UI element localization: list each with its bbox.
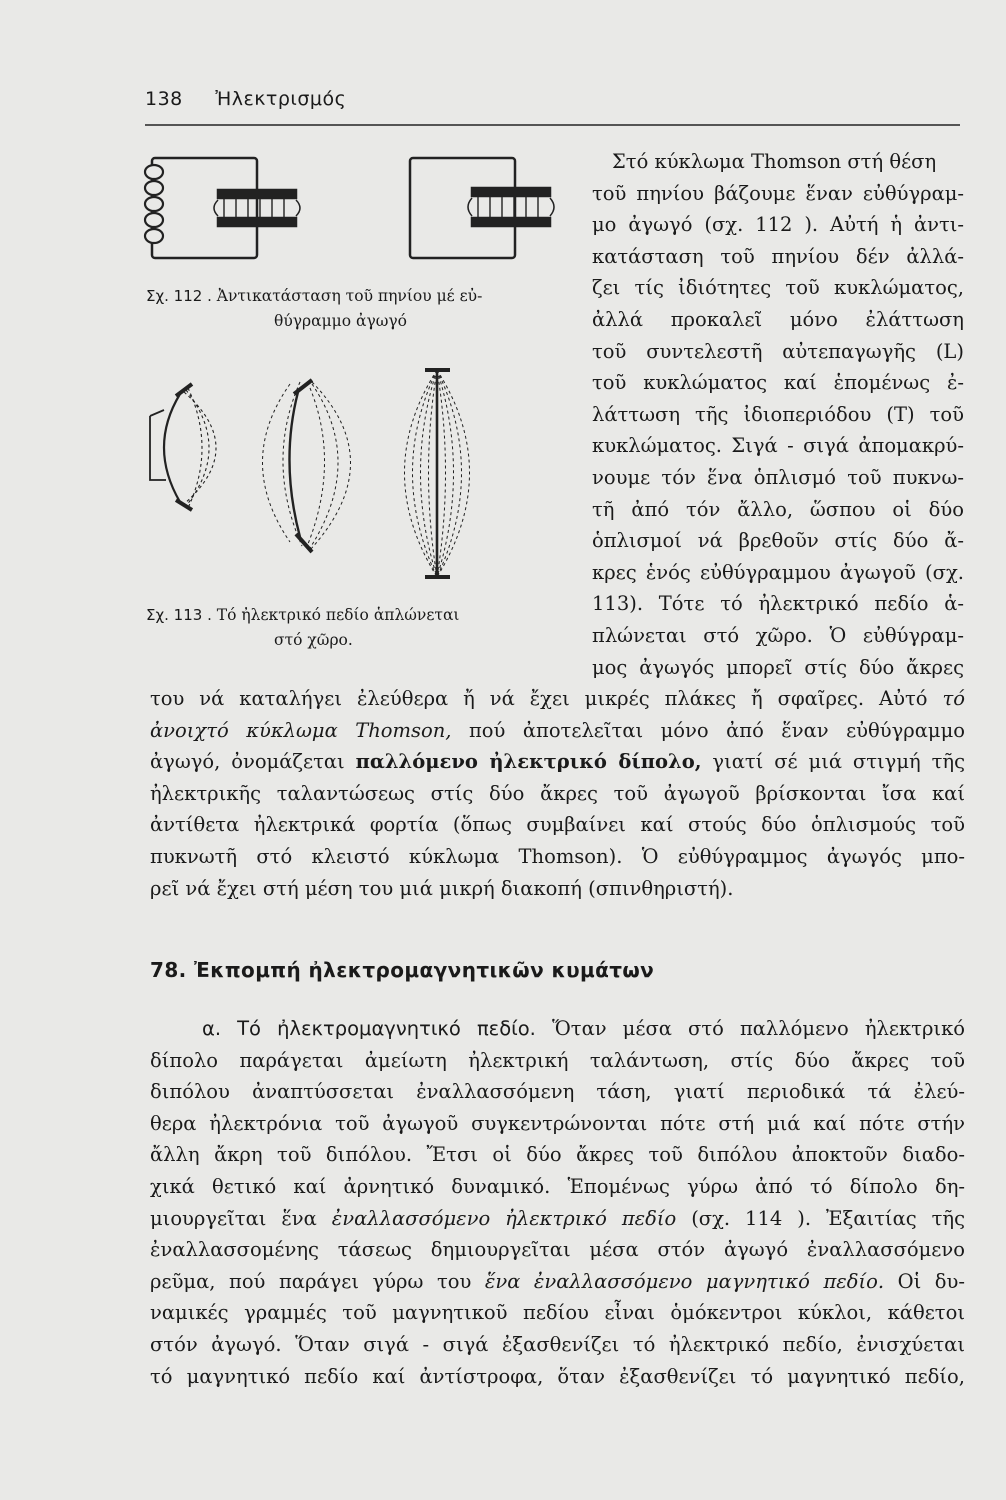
paragraph-dipole xyxy=(150,683,965,904)
capacitor-plate-top xyxy=(218,190,296,198)
circuit-with-coil xyxy=(145,158,300,258)
text-line: κυκλώματος. Σιγά - σιγά ἀπομακρύ- xyxy=(592,434,964,458)
dipole-stage-1 xyxy=(150,384,216,510)
text-line: ἠλεκτρικῆς ταλαντώσεως στίς δύο ἄκρες τοῦ ἀγωγοῦ βρίσκονται ἴσα καί xyxy=(150,781,965,805)
coil-icon xyxy=(145,165,163,243)
capacitor-plate-bottom xyxy=(218,218,296,226)
text-line: τοῦ πηνίου βάζουμε ἕναν εὐθύγραμ- xyxy=(592,181,964,205)
page-number: 138 xyxy=(145,88,183,110)
text-line: ἐναλλασσομένης τάσεως δημιουργεῖται μέσα στόν ἀγωγό ἐναλλασσόμενο xyxy=(150,1238,965,1262)
text-line: ἀγωγό, ὀνομάζεται παλλόμενο ἠλεκτρικό δίπολο, γιατί σέ μιά στιγμή τῆς xyxy=(150,750,965,774)
figure-112-diagram xyxy=(140,150,570,272)
figure-113-label: Σχ. 113 . xyxy=(146,606,212,624)
text-line: ὁπλισμοί νά βρεθοῦν στίς δύο ἄ- xyxy=(592,529,964,553)
page-header xyxy=(145,88,346,110)
text-line: ζει τίς ἰδιότητες τοῦ κυκλώματος, xyxy=(592,276,964,300)
oscillating-dipole-term: παλλόμενο ἠλεκτρικό δίπολο, xyxy=(355,750,702,774)
text-line: ρεῖ νά ἔχει στή μέση του μιά μικρή διακοπή (σπινθηριστή). xyxy=(150,876,734,900)
paragraph-em-field xyxy=(150,1013,965,1392)
text-line: στόν ἀγωγό. Ὅταν σιγά - σιγά ἐξασθενίζει τό ἠλεκτρικό πεδίο, ἐνισχύεται xyxy=(150,1332,965,1356)
text-line: χικά θετικό καί ἀρνητικό δυναμικό. Ἑπομένως γύρω ἀπό τό δίπολο δη- xyxy=(150,1174,965,1198)
text-line: Στό κύκλωμα Thomson στή θέση xyxy=(612,150,937,173)
text-line: ἀνοιχτό κύκλωμα Thomson, πού ἀποτελεῖται μόνο ἀπό ἕναν εὐθύγραμμο xyxy=(150,718,965,742)
text-line: κρες ἑνός εὐθύγραμμου ἀγωγοῦ (σχ. xyxy=(592,560,964,584)
figure-113-caption xyxy=(146,603,566,653)
figure-112-caption-line2: θύγραμμο ἀγωγό xyxy=(274,312,407,330)
text-line: ἄλλη ἄκρη τοῦ διπόλου. Ἔτσι οἱ δύο ἄκρες τοῦ διπόλου ἀποκτοῦν διαδο- xyxy=(150,1143,965,1167)
text-line: μο ἀγωγό (σχ. 112 ). Αὐτή ἡ ἀντι- xyxy=(592,213,964,237)
text-line: μιουργεῖται ἕνα ἐναλλασσόμενο ἠλεκτρικό πεδίο (σχ. 114 ). Ἐξαιτίας τῆς xyxy=(150,1206,966,1230)
right-column-text xyxy=(592,146,964,683)
text-line: τοῦ συντελεστῆ αὐτεπαγωγῆς (L) xyxy=(592,339,964,363)
text-line: ναμικές γραμμές τοῦ μαγνητικοῦ πεδίου εἶναι ὁμόκεντροι κύκλοι, κάθετοι xyxy=(150,1301,965,1325)
running-title: Ἠλεκτρισμός xyxy=(215,88,347,110)
capacitor-plate-bottom-2 xyxy=(472,218,550,226)
text-line: μος ἀγωγός μπορεῖ στίς δύο ἄκρες xyxy=(592,655,964,679)
subsection-label: α. Τό ἠλεκτρομαγνητικό πεδίο. xyxy=(202,1017,536,1040)
text-line: α. Τό ἠλεκτρομαγνητικό πεδίο. Ὅταν μέσα στό παλλόμενο ἠλεκτρικό xyxy=(202,1017,965,1040)
figure-113-caption-line2: στό χῶρο. xyxy=(274,631,353,649)
header-rule xyxy=(145,124,960,126)
figure-113-diagram xyxy=(140,362,580,587)
dipole-stage-3-open xyxy=(405,370,470,577)
text-line: τό μαγνητικό πεδίο καί ἀντίστροφα, ὅταν ἐξασθενίζει τό μαγνητικό πεδίο, xyxy=(150,1364,965,1388)
text-line: ἀντίθετα ἠλεκτρικά φορτία (ὅπως συμβαίνει καί στούς δύο ὁπλισμούς τοῦ xyxy=(150,813,965,837)
text-line: θερα ἠλεκτρόνια τοῦ ἀγωγοῦ συγκεντρώνονται πότε στή μιά καί πότε στήν xyxy=(150,1111,965,1135)
text-line: 113). Τότε τό ἠλεκτρικό πεδίο ἁ- xyxy=(592,592,964,616)
figure-112-label: Σχ. 112 . xyxy=(146,287,212,305)
text-line: κατάσταση τοῦ πηνίου δέν ἀλλά- xyxy=(592,244,964,268)
text-line: του νά καταλήγει ἐλεύθερα ἤ νά ἔχει μικρές πλάκες ἤ σφαῖρες. Αὐτό τό xyxy=(150,687,965,710)
text-line: δίπολο παράγεται ἀμείωτη ἠλεκτρική ταλάντωση, στίς δύο ἄκρες τοῦ xyxy=(150,1048,965,1072)
capacitor-plate-top-2 xyxy=(472,188,550,196)
text-line: τοῦ κυκλώματος καί ἑπομένως ἐ- xyxy=(592,371,964,395)
open-circuit-term: ἀνοιχτό κύκλωμα Thomson, xyxy=(150,718,452,742)
text-line: διπόλου ἀναπτύσσεται ἐναλλασσόμενη τάση, γιατί περιοδικά τά ἐλεύ- xyxy=(150,1080,965,1104)
figure-112-caption xyxy=(146,284,566,334)
section-heading: 78. Ἐκπομπή ἠλεκτρομαγνητικῶν κυμάτων xyxy=(150,958,655,982)
text-line: τῆ ἀπό τόν ἄλλο, ὥσπου οἱ δύο xyxy=(592,497,964,521)
circuit-with-straight-wire xyxy=(410,158,554,258)
text-line: νουμε τόν ἕνα ὁπλισμό τοῦ πυκνω- xyxy=(592,465,964,489)
alternating-magnetic-field-term: ἕνα ἐναλλασσόμενο μαγνητικό πεδίο. xyxy=(484,1269,885,1293)
alternating-electric-field-term: ἐναλλασσόμενο ἠλεκτρικό πεδίο xyxy=(331,1206,677,1230)
figure-113-caption-line1: Τό ἠλεκτρικό πεδίο ἁπλώνεται xyxy=(216,606,460,624)
dipole-stage-2 xyxy=(263,380,351,552)
figure-112-caption-line1: Ἀντικατάσταση τοῦ πηνίου μέ εὐ- xyxy=(216,287,483,305)
text-line: πλώνεται στό χῶρο. Ὁ εὐθύγραμ- xyxy=(592,623,964,647)
text-line: ρεῦμα, πού παράγει γύρω του ἕνα ἐναλλασσόμενο μαγνητικό πεδίο. Οἱ δυ- xyxy=(150,1269,965,1293)
text-line: ἀλλά προκαλεῖ μόνο ἐλάττωση xyxy=(592,307,964,331)
text-line: πυκνωτῆ στό κλειστό κύκλωμα Thomson). Ὁ εὐθύγραμμος ἀγωγός μπο- xyxy=(150,844,965,868)
text-line: λάττωση τῆς ἰδιοπεριόδου (T) τοῦ xyxy=(592,402,964,426)
